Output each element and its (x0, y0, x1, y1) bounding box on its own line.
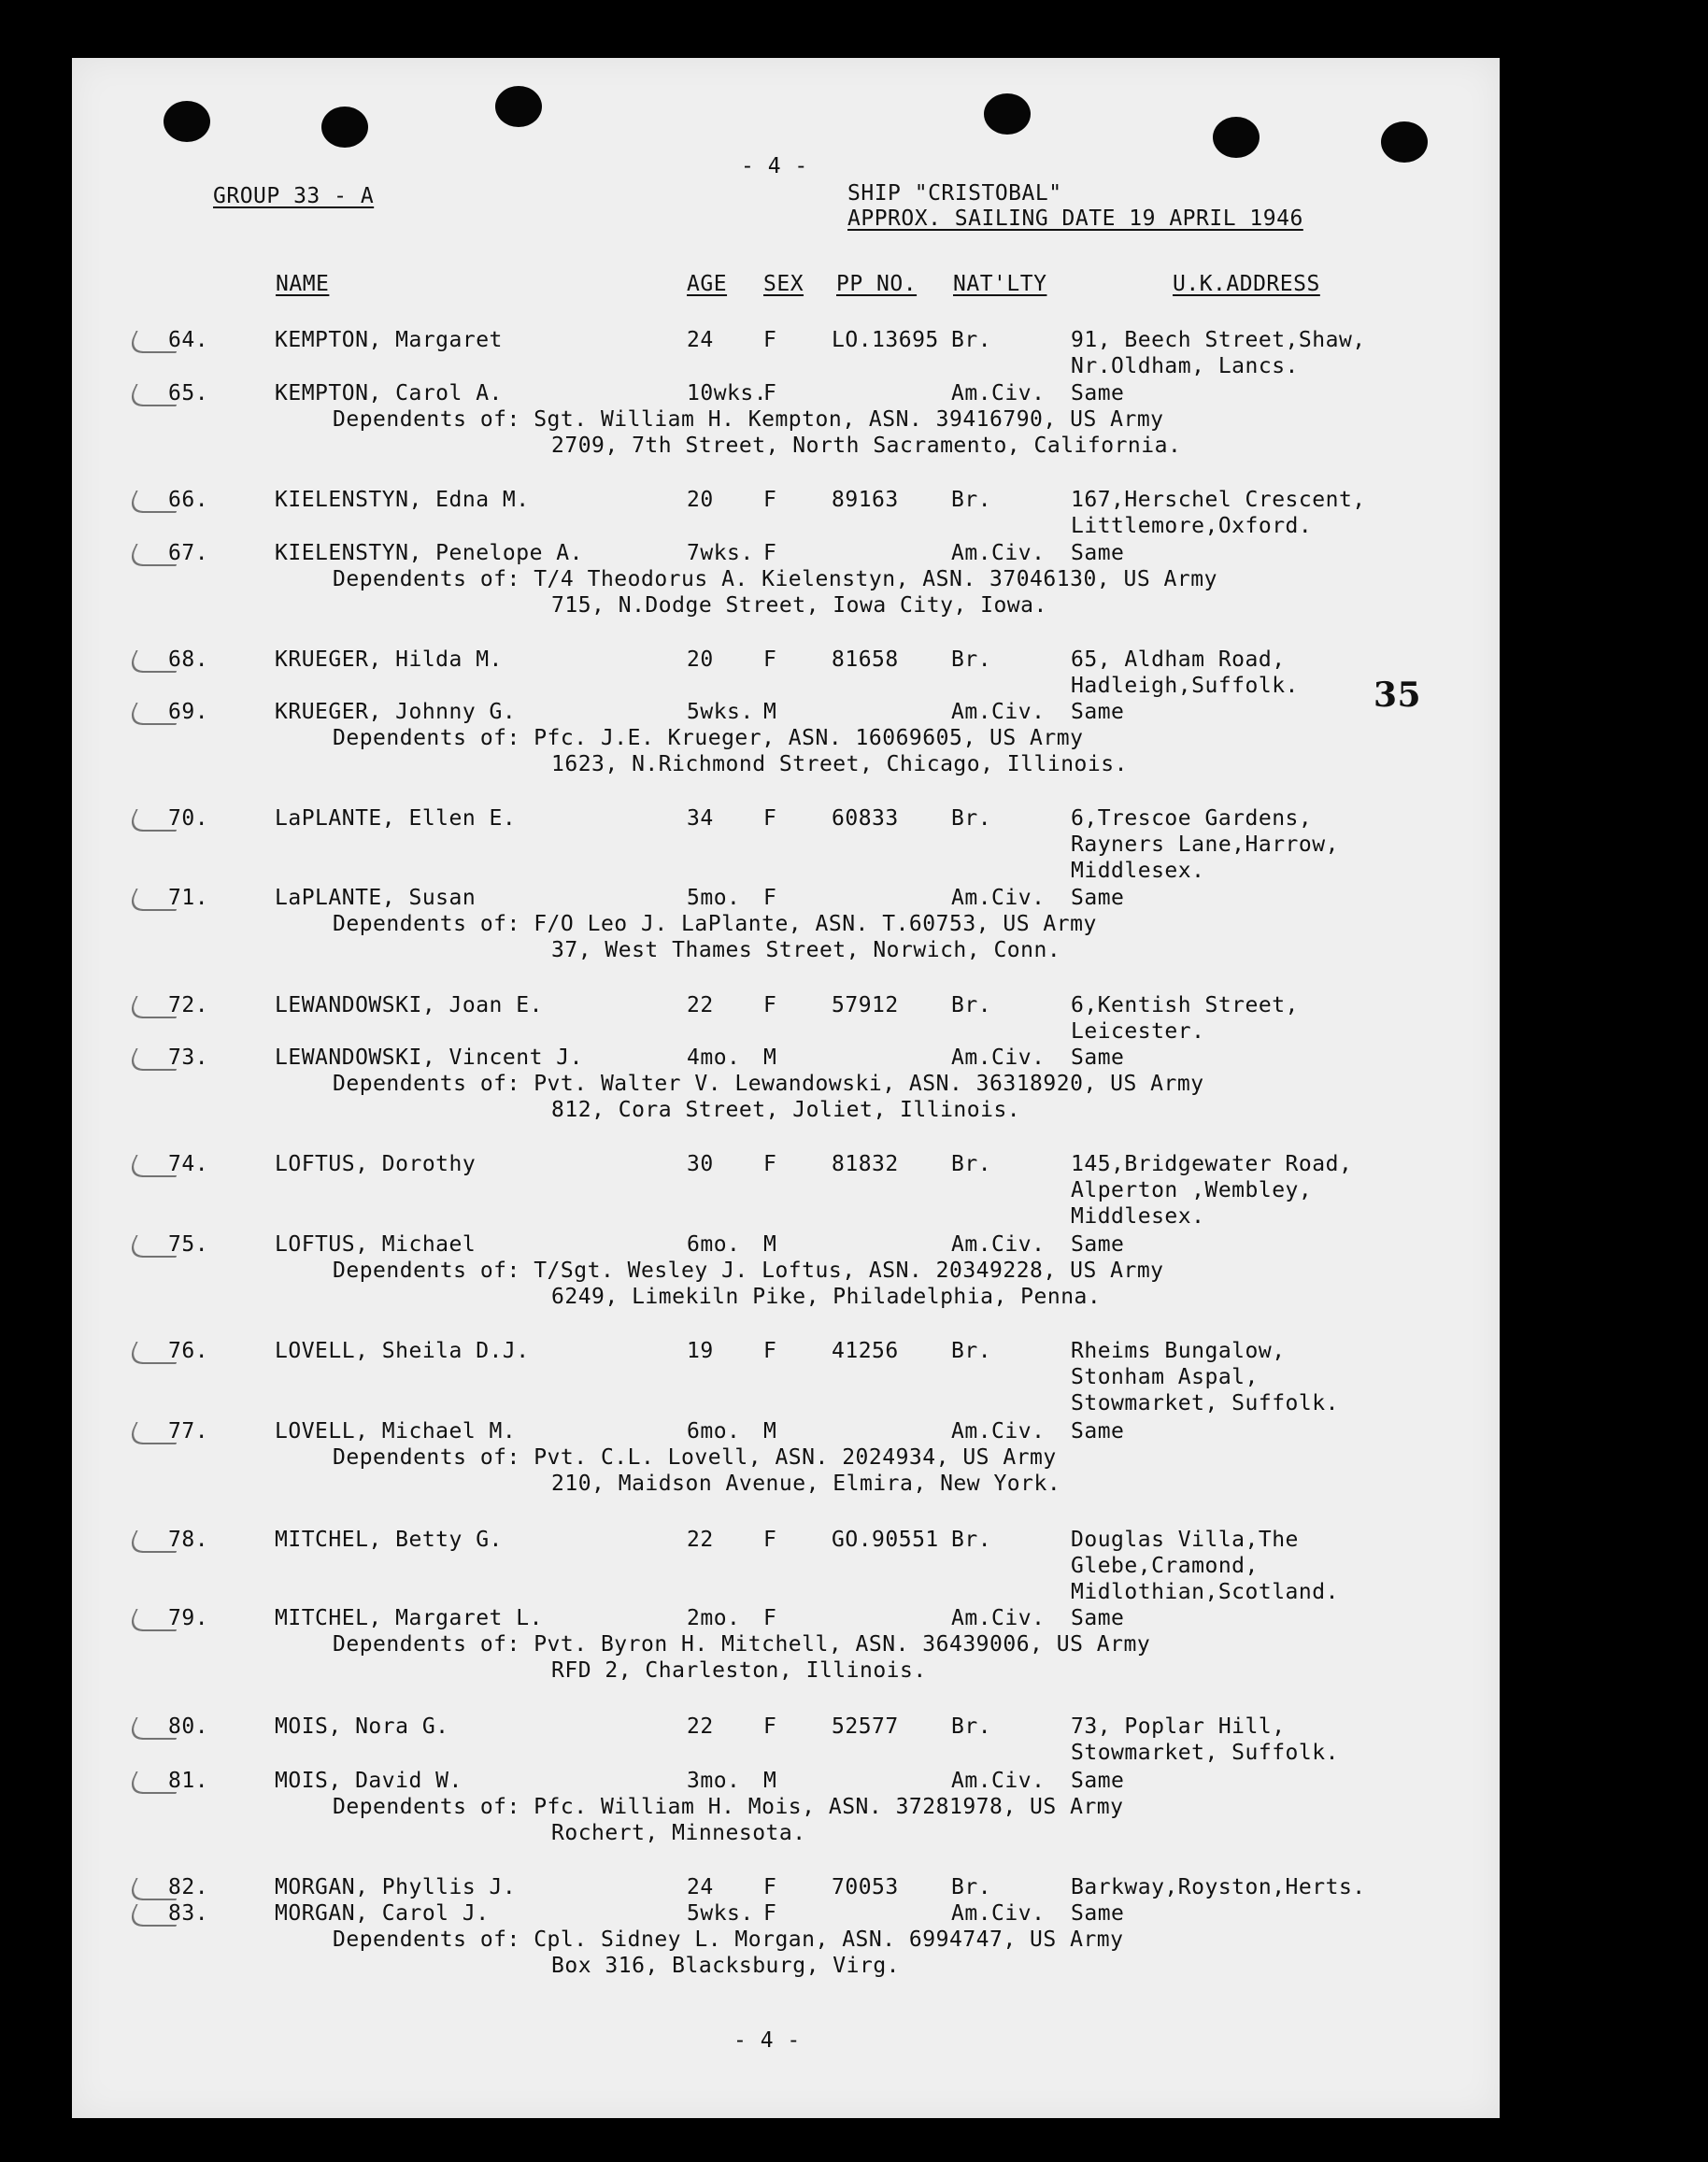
punch-hole (1381, 121, 1428, 163)
uk-address: 145,Bridgewater Road, (1071, 1152, 1353, 1176)
passenger-sex: F (763, 647, 777, 672)
passenger-name: MOIS, David W. (275, 1769, 463, 1793)
passport-number: LO.13695 (832, 328, 939, 352)
passenger-sex: F (763, 1714, 777, 1739)
uk-address: Same (1071, 1606, 1125, 1630)
uk-address-line-2: Nr.Oldham, Lancs. (1071, 354, 1299, 378)
row-number: 65. (168, 381, 209, 405)
uk-address: Same (1071, 541, 1125, 565)
nationality: Br. (951, 647, 992, 672)
passenger-age: 22 (687, 1528, 714, 1552)
passenger-sex: M (763, 1045, 777, 1070)
nationality: Am.Civ. (951, 1901, 1046, 1926)
nationality: Br. (951, 993, 992, 1017)
col-header-nationality: NAT'LTY (953, 272, 1047, 296)
sponsor-address: Rochert, Minnesota. (551, 1821, 806, 1845)
uk-address-line-2: Leicester. (1071, 1019, 1205, 1044)
passenger-age: 22 (687, 993, 714, 1017)
passenger-age: 6mo. (687, 1232, 741, 1257)
nationality: Am.Civ. (951, 1232, 1046, 1257)
passenger-sex: F (763, 488, 777, 512)
passenger-name: LOFTUS, Michael (275, 1232, 477, 1257)
passenger-sex: F (763, 1901, 777, 1926)
row-number: 83. (168, 1901, 209, 1926)
passenger-name: MOIS, Nora G. (275, 1714, 449, 1739)
passenger-sex: F (763, 1875, 777, 1899)
uk-address-line-2: Stowmarket, Suffolk. (1071, 1741, 1339, 1765)
passenger-name: KRUEGER, Hilda M. (275, 647, 503, 672)
uk-address: Same (1071, 1901, 1125, 1926)
passenger-name: KRUEGER, Johnny G. (275, 700, 517, 724)
passenger-name: LOVELL, Michael M. (275, 1419, 517, 1444)
nationality: Am.Civ. (951, 381, 1046, 405)
dependents-of: Dependents of: F/O Leo J. LaPlante, ASN. T.60753, US Army (333, 912, 1097, 936)
row-number: 82. (168, 1875, 209, 1899)
sponsor-address: 6249, Limekiln Pike, Philadelphia, Penna. (551, 1285, 1102, 1309)
passenger-sex: F (763, 328, 777, 352)
passenger-age: 19 (687, 1339, 714, 1363)
passenger-sex: F (763, 381, 777, 405)
page-number-top: - 4 - (741, 154, 808, 178)
punch-hole (164, 101, 210, 142)
row-number: 67. (168, 541, 209, 565)
passenger-sex: M (763, 1769, 777, 1793)
passenger-name: LaPLANTE, Ellen E. (275, 806, 517, 831)
passenger-age: 20 (687, 488, 714, 512)
row-number: 71. (168, 886, 209, 910)
passenger-sex: F (763, 541, 777, 565)
uk-address: 91, Beech Street,Shaw, (1071, 328, 1366, 352)
row-number: 77. (168, 1419, 209, 1444)
row-number: 74. (168, 1152, 209, 1176)
passenger-name: LOVELL, Sheila D.J. (275, 1339, 530, 1363)
passport-number: 41256 (832, 1339, 899, 1363)
uk-address-line-3: Stowmarket, Suffolk. (1071, 1391, 1339, 1415)
row-number: 79. (168, 1606, 209, 1630)
passenger-name: LEWANDOWSKI, Joan E. (275, 993, 543, 1017)
row-number: 68. (168, 647, 209, 672)
row-number: 78. (168, 1528, 209, 1552)
sponsor-address: 2709, 7th Street, North Sacramento, California. (551, 434, 1182, 458)
passenger-age: 22 (687, 1714, 714, 1739)
uk-address-line-2: Hadleigh,Suffolk. (1071, 674, 1299, 698)
dependents-of: Dependents of: Sgt. William H. Kempton, ASN. 39416790, US Army (333, 407, 1164, 432)
passenger-age: 5wks. (687, 1901, 754, 1926)
col-header-age: AGE (687, 272, 728, 296)
passenger-sex: M (763, 700, 777, 724)
uk-address: 167,Herschel Crescent, (1071, 488, 1366, 512)
uk-address: Same (1071, 1232, 1125, 1257)
passenger-name: LEWANDOWSKI, Vincent J. (275, 1045, 583, 1070)
passport-number: 70053 (832, 1875, 899, 1899)
passenger-name: MORGAN, Carol J. (275, 1901, 490, 1926)
passport-number: GO.90551 (832, 1528, 939, 1552)
nationality: Br. (951, 328, 992, 352)
nationality: Am.Civ. (951, 1419, 1046, 1444)
passenger-name: MITCHEL, Margaret L. (275, 1606, 543, 1630)
row-number: 73. (168, 1045, 209, 1070)
passenger-age: 24 (687, 1875, 714, 1899)
nationality: Am.Civ. (951, 886, 1046, 910)
dependents-of: Dependents of: Cpl. Sidney L. Morgan, ASN. 6994747, US Army (333, 1927, 1124, 1952)
passport-number: 60833 (832, 806, 899, 831)
uk-address-line-2: Stonham Aspal, (1071, 1365, 1259, 1389)
punch-hole (1213, 117, 1260, 158)
sponsor-address: RFD 2, Charleston, Illinois. (551, 1658, 927, 1683)
sponsor-address: 37, West Thames Street, Norwich, Conn. (551, 938, 1061, 962)
dependents-of: Dependents of: Pvt. C.L. Lovell, ASN. 2024934, US Army (333, 1445, 1057, 1470)
sponsor-address: 812, Cora Street, Joliet, Illinois. (551, 1098, 1021, 1122)
col-header-name: NAME (276, 272, 330, 296)
uk-address: Same (1071, 886, 1125, 910)
uk-address: 6,Kentish Street, (1071, 993, 1299, 1017)
passenger-sex: F (763, 1152, 777, 1176)
nationality: Br. (951, 1528, 992, 1552)
passenger-sex: F (763, 886, 777, 910)
dependents-of: Dependents of: Pvt. Byron H. Mitchell, ASN. 36439006, US Army (333, 1632, 1151, 1657)
row-number: 76. (168, 1339, 209, 1363)
group-label: GROUP 33 - A (213, 184, 375, 208)
uk-address-line-2: Alperton ,Wembley, (1071, 1178, 1313, 1202)
dependents-of: Dependents of: Pfc. J.E. Krueger, ASN. 16069605, US Army (333, 726, 1084, 750)
col-header-sex: SEX (763, 272, 804, 296)
uk-address-line-3: Midlothian,Scotland. (1071, 1580, 1339, 1604)
punch-hole (495, 86, 542, 127)
sailing-date: APPROX. SAILING DATE 19 APRIL 1946 (847, 206, 1303, 231)
row-number: 81. (168, 1769, 209, 1793)
passport-number: 57912 (832, 993, 899, 1017)
uk-address-line-2: Rayners Lane,Harrow, (1071, 832, 1339, 857)
nationality: Br. (951, 1875, 992, 1899)
uk-address: Same (1071, 700, 1125, 724)
passenger-sex: F (763, 1339, 777, 1363)
row-number: 66. (168, 488, 209, 512)
nationality: Br. (951, 1339, 992, 1363)
nationality: Br. (951, 1714, 992, 1739)
passenger-age: 30 (687, 1152, 714, 1176)
punch-hole (321, 107, 368, 148)
dependents-of: Dependents of: Pfc. William H. Mois, ASN. 37281978, US Army (333, 1795, 1124, 1819)
passenger-age: 34 (687, 806, 714, 831)
row-number: 70. (168, 806, 209, 831)
passport-number: 81658 (832, 647, 899, 672)
uk-address: 6,Trescoe Gardens, (1071, 806, 1313, 831)
passenger-name: LOFTUS, Dorothy (275, 1152, 477, 1176)
uk-address: Douglas Villa,The (1071, 1528, 1299, 1552)
dependents-of: Dependents of: T/4 Theodorus A. Kielenstyn, ASN. 37046130, US Army (333, 567, 1217, 591)
row-number: 80. (168, 1714, 209, 1739)
passenger-name: KEMPTON, Margaret (275, 328, 503, 352)
nationality: Br. (951, 806, 992, 831)
uk-address-line-2: Glebe,Cramond, (1071, 1554, 1259, 1578)
passenger-name: KIELENSTYN, Edna M. (275, 488, 530, 512)
row-number: 69. (168, 700, 209, 724)
passenger-age: 3mo. (687, 1769, 741, 1793)
uk-address: Same (1071, 1769, 1125, 1793)
passenger-name: MORGAN, Phyllis J. (275, 1875, 517, 1899)
row-number: 72. (168, 993, 209, 1017)
page-number-bottom: - 4 - (733, 2028, 801, 2053)
passenger-name: MITCHEL, Betty G. (275, 1528, 503, 1552)
nationality: Am.Civ. (951, 541, 1046, 565)
uk-address: 65, Aldham Road, (1071, 647, 1286, 672)
uk-address-line-2: Littlemore,Oxford. (1071, 514, 1313, 538)
passenger-age: 4mo. (687, 1045, 741, 1070)
uk-address: Same (1071, 1045, 1125, 1070)
passenger-name: LaPLANTE, Susan (275, 886, 477, 910)
row-number: 75. (168, 1232, 209, 1257)
dependents-of: Dependents of: T/Sgt. Wesley J. Loftus, ASN. 20349228, US Army (333, 1259, 1164, 1283)
uk-address: Rheims Bungalow, (1071, 1339, 1286, 1363)
passenger-age: 20 (687, 647, 714, 672)
ship-name: SHIP "CRISTOBAL" (847, 181, 1062, 206)
passport-number: 89163 (832, 488, 899, 512)
uk-address: Same (1071, 381, 1125, 405)
col-header-address: U.K.ADDRESS (1173, 272, 1320, 296)
col-header-pp: PP NO. (836, 272, 918, 296)
passenger-sex: F (763, 806, 777, 831)
side-number: 35 (1374, 676, 1422, 715)
passenger-sex: F (763, 993, 777, 1017)
passenger-age: 5wks. (687, 700, 754, 724)
sponsor-address: 715, N.Dodge Street, Iowa City, Iowa. (551, 593, 1047, 618)
uk-address: 73, Poplar Hill, (1071, 1714, 1286, 1739)
passenger-age: 24 (687, 328, 714, 352)
punch-hole (984, 93, 1031, 135)
nationality: Am.Civ. (951, 700, 1046, 724)
sponsor-address: Box 316, Blacksburg, Virg. (551, 1954, 901, 1978)
passenger-age: 5mo. (687, 886, 741, 910)
passport-number: 81832 (832, 1152, 899, 1176)
passenger-sex: F (763, 1528, 777, 1552)
uk-address: Same (1071, 1419, 1125, 1444)
nationality: Am.Civ. (951, 1606, 1046, 1630)
nationality: Br. (951, 1152, 992, 1176)
row-number: 64. (168, 328, 209, 352)
passenger-sex: M (763, 1232, 777, 1257)
sponsor-address: 210, Maidson Avenue, Elmira, New York. (551, 1472, 1061, 1496)
passenger-age: 7wks. (687, 541, 754, 565)
uk-address: Barkway,Royston,Herts. (1071, 1875, 1366, 1899)
passenger-name: KIELENSTYN, Penelope A. (275, 541, 583, 565)
nationality: Am.Civ. (951, 1045, 1046, 1070)
uk-address-line-3: Middlesex. (1071, 1204, 1205, 1229)
passenger-age: 10wks. (687, 381, 768, 405)
dependents-of: Dependents of: Pvt. Walter V. Lewandowski, ASN. 36318920, US Army (333, 1072, 1204, 1096)
passenger-name: KEMPTON, Carol A. (275, 381, 503, 405)
nationality: Br. (951, 488, 992, 512)
uk-address-line-3: Middlesex. (1071, 859, 1205, 883)
passenger-age: 6mo. (687, 1419, 741, 1444)
sponsor-address: 1623, N.Richmond Street, Chicago, Illinois. (551, 752, 1128, 776)
passenger-sex: M (763, 1419, 777, 1444)
passenger-sex: F (763, 1606, 777, 1630)
passenger-age: 2mo. (687, 1606, 741, 1630)
nationality: Am.Civ. (951, 1769, 1046, 1793)
passport-number: 52577 (832, 1714, 899, 1739)
